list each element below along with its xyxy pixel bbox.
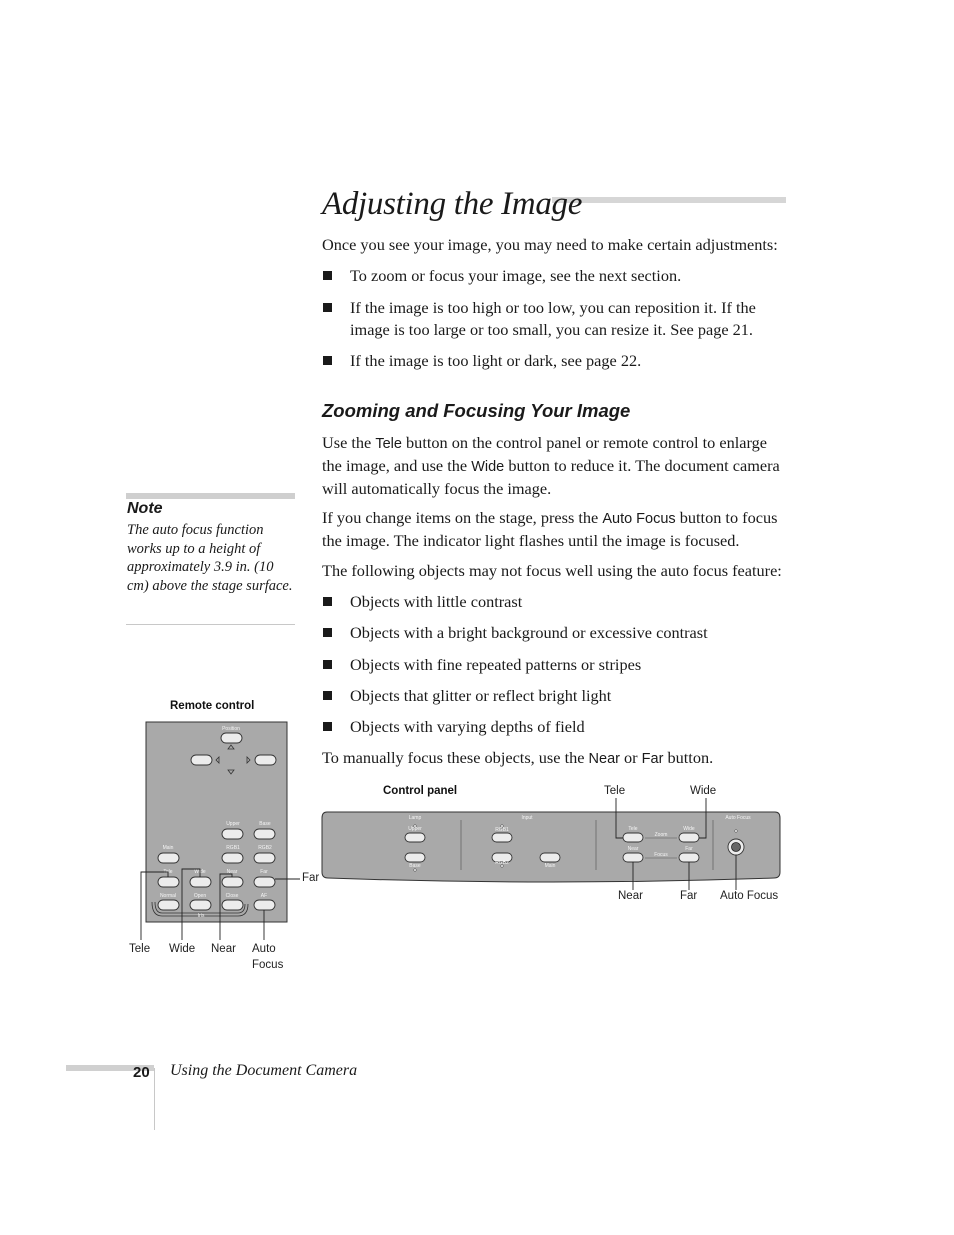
panel-callout-auto-focus: Auto Focus [720, 890, 779, 902]
note-rule [126, 493, 295, 499]
panel-callout-far: Far [680, 890, 698, 902]
svg-text:Input: Input [521, 815, 533, 821]
svg-text:Near: Near [226, 869, 238, 875]
svg-text:Upper: Upper [226, 821, 240, 827]
svg-text:Base: Base [409, 863, 421, 869]
list-item: If the image is too light or dark, see page 22. [322, 350, 790, 372]
running-title: Using the Document Camera [170, 1062, 358, 1079]
svg-text:Iris: Iris [197, 913, 205, 919]
svg-text:Upper: Upper [408, 826, 422, 832]
title-rule [552, 197, 786, 203]
remote-callout-far: Far [302, 872, 320, 884]
section-heading: Zooming and Focusing Your Image [322, 400, 631, 421]
svg-text:Close: Close [225, 893, 239, 899]
paragraph-tele-wide: Use the Tele button on the control panel or remote control to enlarge the image, and use the Wide button to reduce it. The document camera will automatically focus the image. [322, 433, 780, 498]
svg-text:RGB1: RGB1 [495, 827, 509, 833]
svg-text:Position: Position [222, 726, 240, 732]
svg-text:Wide: Wide [683, 826, 695, 832]
remote-callout-tele: Tele [129, 943, 151, 955]
svg-text:Auto Focus: Auto Focus [725, 815, 751, 821]
svg-text:RGB2: RGB2 [495, 860, 509, 866]
list-item: Objects with fine repeated patterns or stripes [322, 654, 790, 676]
svg-text:RGB2: RGB2 [258, 845, 272, 851]
list-item: Objects that glitter or reflect bright light [322, 685, 790, 707]
remote-callout-near: Near [211, 943, 236, 955]
remote-control-figure [120, 718, 330, 978]
svg-text:Main: Main [544, 863, 556, 869]
remote-callout-wide: Wide [169, 943, 196, 955]
list-item: Objects with varying depths of field [322, 716, 790, 738]
svg-text:Lamp: Lamp [408, 815, 422, 821]
svg-text:Wide: Wide [194, 869, 206, 875]
svg-text:RGB1: RGB1 [226, 845, 240, 851]
note-body: The auto focus function works up to a height of approximately 3.9 in. (10 cm) above the stage surface. [127, 522, 293, 595]
remote-callout-auto: Auto [252, 943, 276, 955]
list-item: If the image is too high or too low, you can reposition it. If the image is too large or too small, you can resize it. See page 21. [322, 297, 790, 340]
svg-text:Normal: Normal [159, 893, 177, 899]
svg-text:Far: Far [260, 869, 268, 875]
paragraph-objects: The following objects may not focus well using the auto focus feature: [322, 561, 782, 580]
intro-paragraph: Once you see your image, you may need to make certain adjustments: [322, 235, 778, 254]
page-number: 20 [133, 1064, 150, 1081]
paragraph-manual-focus: To manually focus these objects, use the Near or Far button. [322, 748, 714, 767]
panel-callout-wide: Wide [690, 785, 717, 797]
svg-text:AF: AF [260, 893, 268, 899]
svg-text:Tele: Tele [163, 869, 173, 875]
list-item: Objects with little contrast [322, 591, 790, 613]
note-title: Note [127, 500, 163, 517]
page-title: Adjusting the Image [322, 186, 583, 222]
panel-callout-tele: Tele [604, 785, 626, 797]
svg-text:Near: Near [627, 846, 639, 852]
paragraph-auto-focus: If you change items on the stage, press the Auto Focus button to focus the image. The indicator light flashes until the image is focused. [322, 508, 778, 550]
list-item: Objects with a bright background or excessive contrast [322, 622, 790, 644]
remote-caption: Remote control [170, 700, 255, 712]
panel-callout-near: Near [618, 890, 643, 902]
panel-caption: Control panel [383, 785, 458, 797]
svg-text:Open: Open [193, 893, 207, 899]
list-item: To zoom or focus your image, see the next section. [322, 265, 790, 287]
svg-text:Base: Base [259, 821, 271, 827]
svg-text:Far: Far [685, 846, 693, 852]
remote-callout-focus: Focus [252, 959, 284, 971]
svg-text:Focus: Focus [654, 852, 668, 858]
svg-text:Zoom: Zoom [654, 832, 668, 838]
svg-text:Main: Main [162, 845, 174, 851]
footer-divider [154, 1068, 155, 1130]
svg-text:Tele: Tele [628, 826, 638, 832]
control-panel-figure [318, 798, 786, 898]
note-divider [126, 624, 295, 625]
